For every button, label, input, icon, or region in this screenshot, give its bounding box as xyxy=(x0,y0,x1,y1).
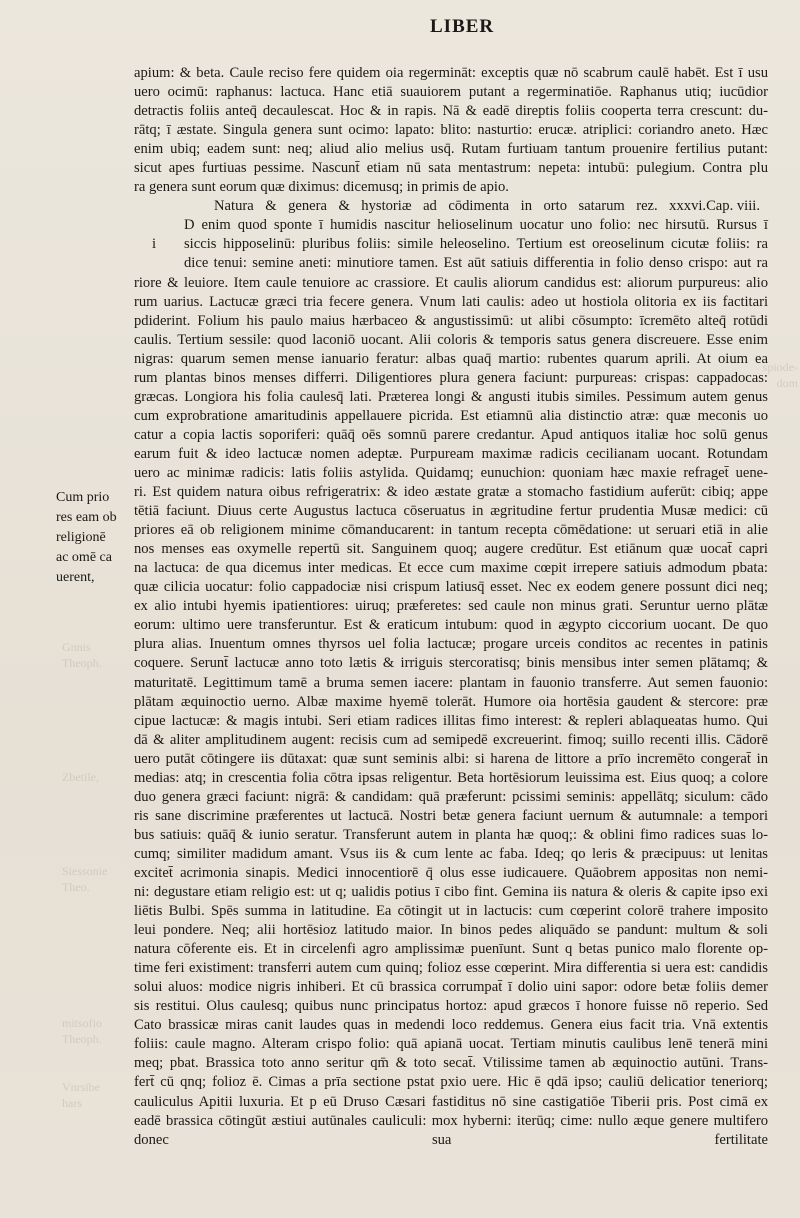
text-line: solui aluos: modice nigris inhiberi. Et cū brassica corrumpat̄ ī dolio uini sapor: odore betæ foliis demer xyxy=(134,979,768,996)
bleed-through-text: hars xyxy=(62,1096,82,1110)
text-line: catur a copia lactis soporiferi: quāq̄ oēs somnū parere credantur. Apud antiquos italiæ hoc solū genus xyxy=(134,426,768,443)
bleed-through-text: spiode- xyxy=(762,360,798,374)
text-line: nos menses eas oxymelle repertū sit. Sanguinem quoq; augere credūtur. Est etiānum quæ uocat̄ capri xyxy=(134,541,768,558)
text-line: ri. Est quidem natura oibus refrigeratrix: & ideo æstate gratæ a stomacho fastidium auferūt: cibiq; appe xyxy=(134,484,768,501)
text-line: nigras: quarum semen mense ianuario feratur: albas quaq̄ martio: rubentes quarum aprili. At oium ea xyxy=(134,350,768,367)
text-line: excitet̄ acrimonia sinapis. Medici innocentiorē q̄ olus esse iudicauere. Quāobrem appositas non nemi- xyxy=(134,864,768,881)
initial-letter-guide: i xyxy=(152,236,157,252)
chapter-title: Natura & genera & hystoriæ ad cōdimenta in orto satarum rez. xxxvi. xyxy=(214,198,707,215)
text-line: uero putāt cōtingere iis dūtaxat: quæ sunt seminis albi: si harena de littore a prīo incremēto congerat̄ in xyxy=(134,750,768,767)
marginal-note-line: uerent, xyxy=(56,570,95,585)
text-line: græcas. Longiora his folia caulesq̄ lati. Præterea longi & angusti itubis similes. Pessimum autem genus xyxy=(134,388,768,405)
text-line: dā & aliter amplitudinem augent: recisis cum ad semipedē excreuerint. fimoq; suillo recenti illis. Cādorē xyxy=(134,731,768,748)
bleed-through-text: Theo. xyxy=(62,880,90,894)
text-line: liētis Bulbi. Spēs summa in latitudine. Ea cōtingit ut in lactucis: cum cœperint colorē trahere imposito xyxy=(134,903,768,920)
text-line: caulis. Tertium sessile: quod laconiō uocant. Alii coloris & temporis satus genera discreuere. Esse enim xyxy=(134,331,768,348)
bleed-through-text: Vnrsibe xyxy=(62,1080,100,1094)
text-line: D enim quod sponte ī humidis nascitur helioselinum uocatur uno folio: nec hirsutū. Rursus ī xyxy=(184,217,768,234)
text-line: enim ubiq; eadem sunt: neq; aliud alio melius usq̄. Rutam furtiuam tantum prouenire fertilius putant: xyxy=(134,141,768,158)
marginal-note-line: Cum prio xyxy=(56,490,110,505)
text-line: rum uarius. Lactucæ græci tria fecere genera. Vnum lati caulis: adeo ut hostiola olitoria ex iis factitari xyxy=(134,293,768,310)
marginal-note xyxy=(56,488,136,588)
text-line: duo genera græci faciunt: nigrā: & candidam: quā præferunt: pcissimi seminis: appellātq; siculum: cādo xyxy=(134,788,768,805)
text-line: maturitatē. Legittimum tamē a bruma semen iacere: plantam in fauonio transferre. Aut semen fauonio: xyxy=(134,674,768,691)
text-line: ni: degustare etiam religio est: ut q; ualidis potius ī cibo fint. Gemina iis natura & oleris & capite ipso exi xyxy=(134,884,768,901)
text-line: bus satiuis: quāq̄ & iunio seratur. Transferunt autem in planta hæ quoq;: & oblini fimo radices suas lo- xyxy=(134,826,768,843)
text-line: uero ac minimæ radicis: latis foliis astylida. Quidamq; eunuchion: quoniam hæc maxie refraget̄ uene- xyxy=(134,464,768,481)
text-line: ra genera sunt eorum quæ diximus: dicemusq; in primis de apio. xyxy=(134,179,509,196)
text-line: fert̄ cū qnq; folioz ē. Cimas a prīa sectione pstat pxio uere. Hic ē qdā ipso; cauliū delicatior teneriorq; xyxy=(134,1074,768,1091)
text-line: medias: atq; in crescentia folia cōtra ipsas religentur. Beta hortēsiorum leuissima est. Eius quoq; a colore xyxy=(134,769,768,786)
text-line: sicut apes furtiuas pessime. Nascunt̄ etiam nū sata mentastrum: nepeta: intubū: pulegium. Contra plu xyxy=(134,160,768,177)
text-line: cipue lactucæ: & magis intubi. Seri etiam radices illitas fimo interest: & repleri ablaqueatas humo. Qui xyxy=(134,712,768,729)
text-line: apium: & beta. Caule reciso fere quidem oia regermināt: exceptis quæ nō scabrum caulē habēt. Est ī usu xyxy=(134,65,768,81)
bleed-through-text: dom xyxy=(776,376,798,390)
text-line: tētiā faciunt. Diuus certe Augustus lactuca cōseruatus in ægritudine fertur prudentia Musæ medici: cū xyxy=(134,503,768,520)
text-line: meq; pbat. Brassica toto anno seritur qm̄ & toto secat̄. Vtilissime tamen ab æquinoctio autūni. Trans- xyxy=(134,1055,768,1072)
text-line: sis restitui. Olus caulesq; quibus nunc principatus hortoz: apud græcos ī honore fuisse nō reperio. Sed xyxy=(134,998,768,1015)
text-line: rum plantas binos menses differri. Diligentiores plura genera faciunt: purpureas: crispas: cappadocas: xyxy=(134,369,768,386)
chapter-heading xyxy=(134,197,768,216)
text-line: Cato brassicæ miras canit laudes quas in medendi loco reddemus. Genera eius facit tria. Vnā extentis xyxy=(134,1017,768,1034)
text-line: ris sane discrimine præferentes ut lactucā. Nostri betæ genera faciunt uernum & autumnale: a tempori xyxy=(134,807,768,824)
text-line: coquere. Serunt̄ lactucæ anno toto lætis & irriguis stercoratisq; binis mensibus inter semen plātamq; & xyxy=(134,655,768,672)
text-line: priores eā ob religionem minime cōmanducarent: in tantum recepta cōmēdatione: ut seruari etiā in alie xyxy=(134,522,768,539)
text-line: dice tenui: semine aneti: minutiore tamen. Est aūt satiuis differentia in folio denso crispo: aut ra xyxy=(184,255,768,272)
text-line: plura alias. Inuentum omnes thyrsos uel folia lactucæ; progare urceis conditos ac recentes in patinis xyxy=(134,636,768,653)
text-line: riore & leuiore. Item caule tenuiore ac crassiore. Et caulis aliorum candidus est: aliorum purpureus: alio xyxy=(134,274,768,291)
text-line: cauliculus Apitii luxuria. Et p eū Druso Cæsari fastiditus nō sine castigatiōe Tiberii pris. Post cimā ex xyxy=(134,1093,768,1110)
text-line: eadē brassica cōtingūt æstiui autūnales cauliculi: mox hyberni: iterūq; cime: nullo æque genere multifero xyxy=(134,1112,768,1129)
bleed-through-text: Zbetile, xyxy=(62,770,99,784)
text-line: detractis foliis anteq̄ decaulescat. Hoc & in rapis. Nā & eadē direptis foliis cooperta terra crescunt: du- xyxy=(134,103,768,120)
text-line: na lactuca: de qua dicemus inter medicas. Et ecce cum maxime cœpit irrepere satiuis admodum pbata: xyxy=(134,560,768,577)
text-line: cum exprobratione amaritudinis appellauere picrida. Est etiamnū alia distinctio atræ: quæ meconis uo xyxy=(134,407,768,424)
main-text-block xyxy=(134,64,768,1150)
text-line: eorum: ultimo uere transferuntur. Est & eraticum intubum: quod in ægypto ciccorium uocant. De quo xyxy=(134,617,768,634)
marginal-note-line: res eam ob xyxy=(56,510,117,525)
text-line: foliis: caule magno. Alteram crispo folio: quā apianā uocat. Tertiam minutis caulibus lenē tenerā mini xyxy=(134,1036,768,1053)
bleed-through-text: Theoph. xyxy=(62,656,102,670)
text-line: donec sua fertilitate xyxy=(134,1131,768,1148)
text-line: time feri existiment: transferri autem cum quinq; folioz esse cœperint. Mira differentia si uera est: candidis xyxy=(134,960,768,977)
text-line: plātam æquinoctio uerno. Albæ maxime hyemē tolerāt. Humore oia hortēsia gaudent & stercore: præ xyxy=(134,693,768,710)
text-line: earum fuit & ideo lactucæ nomen adeptæ. Purpuream maximæ radicis cecilianam uocant. Rotundam xyxy=(134,445,768,462)
running-head: LIBER xyxy=(430,16,495,37)
text-line: rātq; ī æstate. Singula genera sunt ocimo: lapato: blito: nasturtio: erucæ. atriplici: coriandro aneto. Hæc xyxy=(134,122,768,139)
bleed-through-text: Gnnis xyxy=(62,640,91,654)
marginal-note-line: religionē xyxy=(56,530,106,545)
text-line: uero ocimū: raphanus: lactuca. Hanc etiā suauiorem putant a regerminatiōe. Raphanus utiq; iucūdior xyxy=(134,84,768,101)
text-line: quæ cilicia uocatur: folio cappadociæ nisi crispum latiusq̄ esset. Nec ex eodem genere possunt dici neq; xyxy=(134,579,768,596)
chapter-number: Cap. viii. xyxy=(706,198,760,215)
bleed-through-text: Theoph. xyxy=(62,1032,102,1046)
marginal-note-line: ac omē ca xyxy=(56,550,112,565)
text-line: siccis hipposelinū: pluribus foliis: simile heleoselino. Tertium est oreoselinum cicutæ foliis: ra xyxy=(184,236,768,253)
text-line: cumq; similiter madidum amant. Vsus iis & cum lente ac faba. Ideq; qo leris & præcipuus: ut lenitas xyxy=(134,845,768,862)
text-line: natura cōferente eis. Et in circelenfi agro amplissimæ puenīunt. Sunt q betas punico malo florente op- xyxy=(134,941,768,958)
text-line: ex alio intubi hyemis ipatientiores: uiruq; præferetes: sed caule non minus grati. Seruntur uerno plātæ xyxy=(134,598,768,615)
text-line: pdiderint. Folium his paulo maius hærbaceo & angustissimū: ut alibi cōsumpto: īcremēto alteq̄ rotūdi xyxy=(134,312,768,329)
bleed-through-text: mitsofio xyxy=(62,1016,103,1030)
bleed-through-text: Siessonie xyxy=(62,864,108,878)
text-line: leui pondere. Neq; alii hortēsioz latitudo maior. In binos pedes aliquādo se pandunt: multum & soli xyxy=(134,922,768,939)
